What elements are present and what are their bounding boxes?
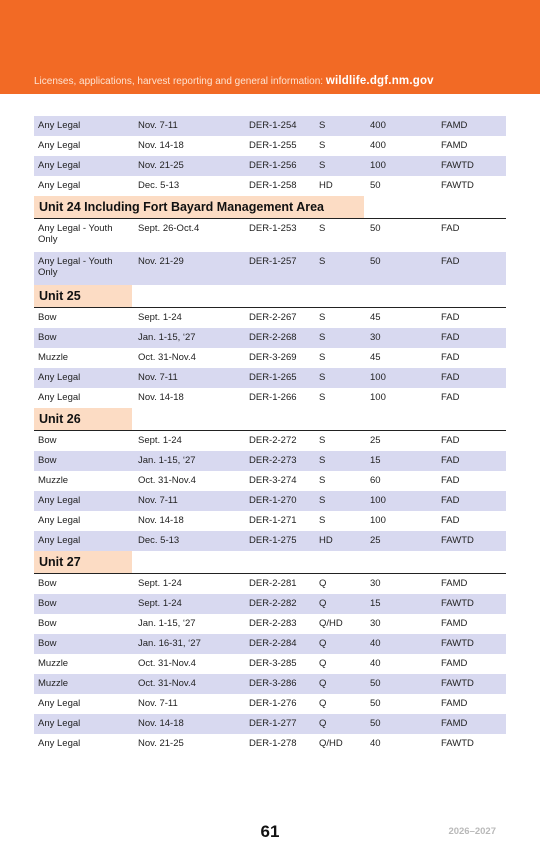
type-cell: S	[319, 392, 326, 403]
weapon-cell: Bow	[38, 618, 57, 629]
weapon-cell: Any Legal	[38, 535, 81, 546]
hunt-code-cell: DER-2-283	[249, 618, 297, 629]
bag-cell: FAWTD	[441, 598, 474, 609]
bag-cell: FAWTD	[441, 535, 474, 546]
type-cell: Q	[319, 598, 327, 609]
type-cell: S	[319, 352, 326, 363]
hunt-code-cell: DER-1-255	[249, 140, 297, 151]
table-row	[34, 471, 506, 491]
dates-cell: Nov. 14-18	[138, 140, 184, 151]
weapon-cell: Any Legal - Youth Only	[38, 256, 113, 278]
weapon-cell: Bow	[38, 312, 57, 323]
weapon-cell: Any Legal	[38, 515, 81, 526]
table-row	[34, 431, 506, 451]
licenses-cell: 100	[370, 495, 386, 506]
weapon-cell: Muzzle	[38, 678, 69, 689]
licenses-cell: 30	[370, 332, 381, 343]
bag-cell: FAD	[441, 455, 460, 466]
licenses-cell: 100	[370, 160, 386, 171]
bag-cell: FAWTD	[441, 160, 474, 171]
dates-cell: Nov. 7-11	[138, 698, 178, 709]
dates-cell: Nov. 7-11	[138, 372, 178, 383]
dates-cell: Oct. 31-Nov.4	[138, 658, 196, 669]
weapon-cell: Any Legal	[38, 718, 81, 729]
table-row	[34, 219, 506, 252]
dates-cell: Nov. 21-25	[138, 738, 184, 749]
dates-cell: Dec. 5-13	[138, 180, 180, 191]
bag-cell: FAD	[441, 256, 460, 267]
dates-cell: Jan. 16-31, ‘27	[138, 638, 201, 649]
bag-cell: FAD	[441, 352, 460, 363]
weapon-cell: Muzzle	[38, 475, 69, 486]
dates-cell: Nov. 14-18	[138, 392, 184, 403]
licenses-cell: 45	[370, 312, 381, 323]
bag-cell: FAD	[441, 435, 460, 446]
type-cell: Q	[319, 578, 327, 589]
licenses-cell: 30	[370, 618, 381, 629]
dates-cell: Nov. 7-11	[138, 120, 178, 131]
header-info	[34, 75, 434, 87]
dates-cell: Sept. 26-Oct.4	[138, 223, 200, 234]
dates-cell: Jan. 1-15, ‘27	[138, 455, 196, 466]
type-cell: Q/HD	[319, 738, 343, 749]
bag-cell: FAMD	[441, 698, 468, 709]
unit-header	[34, 285, 506, 308]
hunt-code-cell: DER-1-277	[249, 718, 297, 729]
hunt-code-cell: DER-1-257	[249, 256, 297, 267]
licenses-cell: 25	[370, 535, 381, 546]
bag-cell: FAD	[441, 495, 460, 506]
bag-cell: FAD	[441, 332, 460, 343]
bag-cell: FAMD	[441, 618, 468, 629]
type-cell: S	[319, 515, 326, 526]
hunt-code-cell: DER-1-265	[249, 372, 297, 383]
unit-title: Unit 25	[34, 285, 132, 307]
table-row	[34, 594, 506, 614]
unit-header	[34, 196, 506, 219]
type-cell: S	[319, 475, 326, 486]
bag-cell: FAD	[441, 223, 460, 234]
hunt-code-cell: DER-3-274	[249, 475, 297, 486]
hunt-code-cell: DER-1-253	[249, 223, 297, 234]
table-row	[34, 694, 506, 714]
table-row	[34, 176, 506, 196]
type-cell: S	[319, 223, 326, 234]
type-cell: Q	[319, 698, 327, 709]
licenses-cell: 40	[370, 638, 381, 649]
table-row	[34, 348, 506, 368]
dates-cell: Nov. 14-18	[138, 515, 184, 526]
weapon-cell: Bow	[38, 638, 57, 649]
dates-cell: Oct. 31-Nov.4	[138, 352, 196, 363]
weapon-cell: Bow	[38, 455, 57, 466]
dates-cell: Sept. 1-24	[138, 578, 182, 589]
bag-cell: FAWTD	[441, 678, 474, 689]
type-cell: HD	[319, 180, 333, 191]
table-row	[34, 116, 506, 136]
table-row	[34, 574, 506, 594]
table-row	[34, 308, 506, 328]
hunt-code-cell: DER-1-258	[249, 180, 297, 191]
weapon-cell: Any Legal	[38, 495, 81, 506]
weapon-cell: Bow	[38, 332, 57, 343]
weapon-cell: Any Legal	[38, 372, 81, 383]
table-row	[34, 368, 506, 388]
hunt-code-cell: DER-1-275	[249, 535, 297, 546]
licenses-cell: 25	[370, 435, 381, 446]
licenses-cell: 40	[370, 658, 381, 669]
hunt-code-cell: DER-3-285	[249, 658, 297, 669]
type-cell: S	[319, 120, 326, 131]
table-row	[34, 654, 506, 674]
licenses-cell: 50	[370, 698, 381, 709]
hunt-code-cell: DER-3-286	[249, 678, 297, 689]
hunt-table	[34, 116, 506, 754]
table-row	[34, 734, 506, 754]
licenses-cell: 60	[370, 475, 381, 486]
bag-cell: FAWTD	[441, 638, 474, 649]
table-row	[34, 156, 506, 176]
weapon-cell: Bow	[38, 578, 57, 589]
table-row	[34, 714, 506, 734]
hunt-code-cell: DER-2-267	[249, 312, 297, 323]
weapon-cell: Muzzle	[38, 352, 69, 363]
hunt-code-cell: DER-2-272	[249, 435, 297, 446]
licenses-cell: 15	[370, 455, 381, 466]
type-cell: Q	[319, 638, 327, 649]
hunt-code-cell: DER-1-271	[249, 515, 297, 526]
dates-cell: Sept. 1-24	[138, 598, 182, 609]
dates-cell: Dec. 5-13	[138, 535, 180, 546]
type-cell: Q/HD	[319, 618, 343, 629]
type-cell: S	[319, 160, 326, 171]
licenses-cell: 100	[370, 392, 386, 403]
dates-cell: Jan. 1-15, ‘27	[138, 332, 196, 343]
bag-cell: FAD	[441, 372, 460, 383]
unit-title: Unit 24 Including Fort Bayard Management Area	[34, 196, 364, 218]
type-cell: Q	[319, 658, 327, 669]
type-cell: S	[319, 332, 326, 343]
table-row	[34, 531, 506, 551]
licenses-cell: 50	[370, 223, 381, 234]
unit-header	[34, 551, 506, 574]
weapon-cell: Any Legal	[38, 160, 81, 171]
bag-cell: FAD	[441, 475, 460, 486]
licenses-cell: 50	[370, 256, 381, 267]
weapon-cell: Any Legal - Youth Only	[38, 223, 113, 245]
type-cell: S	[319, 140, 326, 151]
table-row	[34, 388, 506, 408]
table-row	[34, 614, 506, 634]
dates-cell: Sept. 1-24	[138, 312, 182, 323]
dates-cell: Oct. 31-Nov.4	[138, 475, 196, 486]
weapon-cell: Any Legal	[38, 140, 81, 151]
hunt-code-cell: DER-1-256	[249, 160, 297, 171]
licenses-cell: 400	[370, 140, 386, 151]
licenses-cell: 100	[370, 515, 386, 526]
licenses-cell: 50	[370, 678, 381, 689]
hunt-code-cell: DER-2-282	[249, 598, 297, 609]
unit-title: Unit 27	[34, 551, 132, 573]
bag-cell: FAD	[441, 312, 460, 323]
bag-cell: FAWTD	[441, 180, 474, 191]
hunt-code-cell: DER-2-273	[249, 455, 297, 466]
bag-cell: FAD	[441, 392, 460, 403]
weapon-cell: Any Legal	[38, 698, 81, 709]
weapon-cell: Bow	[38, 598, 57, 609]
bag-cell: FAMD	[441, 140, 468, 151]
weapon-cell: Any Legal	[38, 392, 81, 403]
weapon-cell: Any Legal	[38, 120, 81, 131]
hunt-code-cell: DER-1-276	[249, 698, 297, 709]
hunt-code-cell: DER-1-254	[249, 120, 297, 131]
licenses-cell: 400	[370, 120, 386, 131]
licenses-cell: 30	[370, 578, 381, 589]
licenses-cell: 40	[370, 738, 381, 749]
dates-cell: Nov. 14-18	[138, 718, 184, 729]
licenses-cell: 15	[370, 598, 381, 609]
dates-cell: Oct. 31-Nov.4	[138, 678, 196, 689]
header-banner	[0, 0, 540, 94]
weapon-cell: Any Legal	[38, 738, 81, 749]
hunt-code-cell: DER-1-278	[249, 738, 297, 749]
dates-cell: Nov. 21-29	[138, 256, 184, 267]
unit-header	[34, 408, 506, 431]
bag-cell: FAMD	[441, 718, 468, 729]
licenses-cell: 50	[370, 180, 381, 191]
weapon-cell: Muzzle	[38, 658, 69, 669]
season-years: 2026–2027	[448, 826, 496, 837]
licenses-cell: 50	[370, 718, 381, 729]
unit-title: Unit 26	[34, 408, 132, 430]
table-row	[34, 491, 506, 511]
table-row	[34, 674, 506, 694]
type-cell: S	[319, 256, 326, 267]
bag-cell: FAMD	[441, 658, 468, 669]
table-row	[34, 634, 506, 654]
type-cell: S	[319, 455, 326, 466]
hunt-code-cell: DER-1-266	[249, 392, 297, 403]
table-row	[34, 136, 506, 156]
table-row	[34, 451, 506, 471]
hunt-code-cell: DER-2-284	[249, 638, 297, 649]
hunt-code-cell: DER-2-281	[249, 578, 297, 589]
type-cell: S	[319, 312, 326, 323]
table-row	[34, 328, 506, 348]
dates-cell: Sept. 1-24	[138, 435, 182, 446]
type-cell: Q	[319, 678, 327, 689]
hunt-code-cell: DER-1-270	[249, 495, 297, 506]
type-cell: S	[319, 435, 326, 446]
bag-cell: FAD	[441, 515, 460, 526]
table-row	[34, 511, 506, 531]
dates-cell: Nov. 21-25	[138, 160, 184, 171]
bag-cell: FAWTD	[441, 738, 474, 749]
dates-cell: Nov. 7-11	[138, 495, 178, 506]
licenses-cell: 45	[370, 352, 381, 363]
bag-cell: FAMD	[441, 578, 468, 589]
website-link[interactable]: wildlife.dgf.nm.gov	[325, 75, 434, 87]
header-info-text: Licenses, applications, harvest reporting and general information:	[34, 76, 324, 87]
type-cell: S	[319, 495, 326, 506]
hunt-code-cell: DER-2-268	[249, 332, 297, 343]
weapon-cell: Any Legal	[38, 180, 81, 191]
dates-cell: Jan. 1-15, ‘27	[138, 618, 196, 629]
type-cell: S	[319, 372, 326, 383]
bag-cell: FAMD	[441, 120, 468, 131]
weapon-cell: Bow	[38, 435, 57, 446]
licenses-cell: 100	[370, 372, 386, 383]
page-number: 61	[260, 822, 280, 841]
table-row	[34, 252, 506, 285]
hunt-code-cell: DER-3-269	[249, 352, 297, 363]
type-cell: Q	[319, 718, 327, 729]
type-cell: HD	[319, 535, 333, 546]
